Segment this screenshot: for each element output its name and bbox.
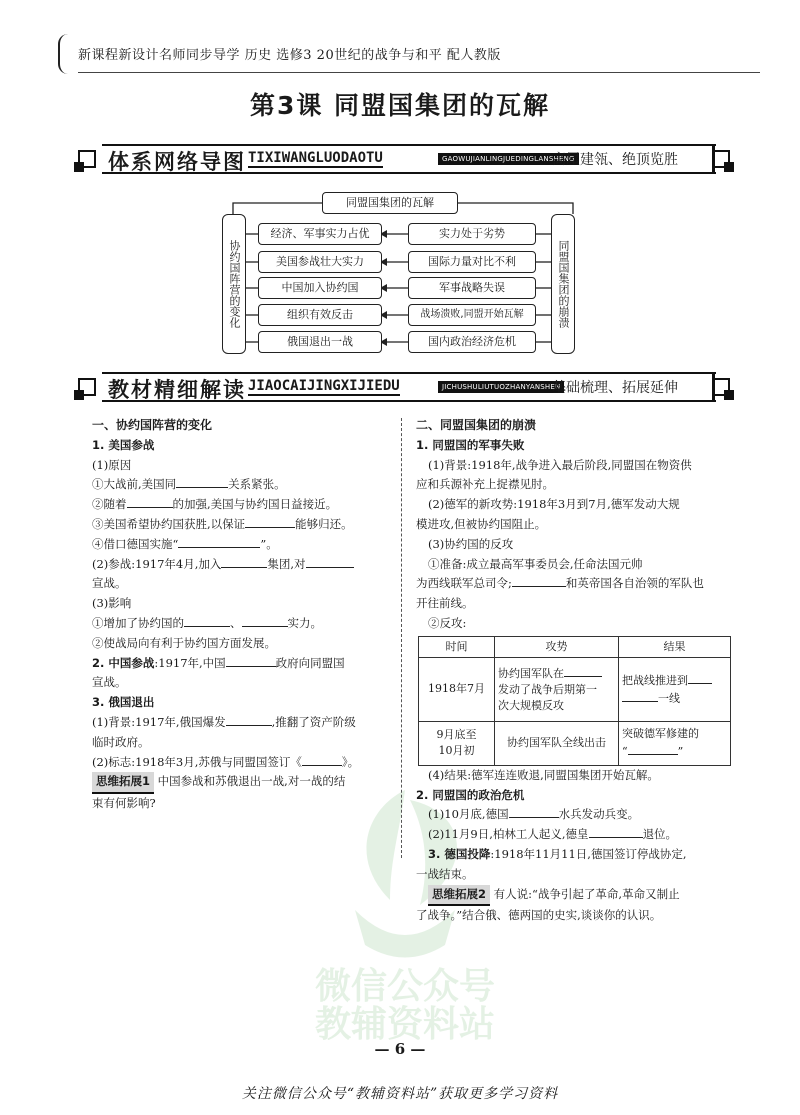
subheading: 3. 俄国退出: [92, 695, 155, 710]
diagram-right-item: 国内政治经济危机: [408, 331, 536, 353]
diagram-right-item: 战场溃败,同盟开始瓦解: [408, 304, 536, 326]
text-line: (2)参战:1917年4月,加入 集团,对: [92, 555, 392, 575]
subheading: 1. 美国参战: [92, 437, 155, 452]
counteroffensive-table: [418, 636, 731, 766]
text-line: ②反攻:: [428, 615, 467, 630]
right-column: [416, 416, 736, 926]
left-column: [92, 416, 392, 814]
table-row: [419, 721, 731, 765]
fill-blank: [688, 671, 712, 684]
text-line: (1)10月底,德国 水兵发动兵变。: [428, 807, 640, 822]
text-line: (3)影响: [92, 596, 132, 611]
fill-blank: [564, 664, 602, 677]
banner-mini-label: GAOWUJIANLINGJUEDINGLANSHENG: [438, 153, 579, 165]
banner-slogan: 高屋建瓴、绝顶览胜: [552, 152, 678, 168]
table-cell: 突破德军修建的 “ ”: [619, 721, 731, 765]
text-line: (1)背景:1918年,战争进入最后阶段,同盟国在物资供: [428, 457, 692, 472]
text-line: 一战结束。: [416, 866, 474, 881]
text-line: ③美国希望协约国获胜,以保证 能够归还。: [92, 516, 353, 531]
text-line: 为西线联军总司令; 和英帝国各自治领的军队也: [416, 576, 704, 591]
banner-square-icon: [78, 378, 96, 396]
fill-blank: [622, 689, 658, 702]
fill-blank: [176, 475, 228, 488]
fill-blank: [512, 574, 566, 587]
footer-note: 关注微信公众号“教辅资料站”获取更多学习资料: [241, 1086, 559, 1102]
table-cell: 协约国军队全线出击: [495, 721, 619, 765]
diagram-left-label: 协约国阵营的变化: [222, 214, 246, 354]
banner-pinyin: JIAOCAIJINGXIJIEDU: [248, 378, 400, 394]
fill-blank: [245, 515, 295, 528]
diagram-right-item: 国际力量对比不利: [408, 251, 536, 273]
thinking-extension-tag: 思维拓展2: [428, 885, 490, 907]
text-line: (4)结果:德军连连败退,同盟国集团开始瓦解。: [428, 767, 659, 782]
text-line: 开往前线。: [416, 596, 474, 611]
fill-blank: [226, 654, 276, 667]
text-line: 临时政府。: [92, 734, 150, 749]
text-line: (1)原因: [92, 457, 132, 472]
fill-blank: [127, 495, 173, 508]
table-header: 攻势: [495, 636, 619, 657]
fill-blank: [184, 614, 230, 627]
section-banner-textbook: [78, 372, 730, 402]
thinking-extension-tag: 思维拓展1: [92, 772, 154, 794]
text-line: 了战争。”结合俄、德两国的史实,谈谈你的认识。: [416, 908, 662, 923]
diagram-left-item: 经济、军事实力占优: [258, 223, 382, 245]
text-line: 思维拓展1 中国参战和苏俄退出一战,对一战的结: [92, 772, 392, 794]
diagram-right-label: 同盟国集团的崩溃: [551, 214, 575, 354]
text-line: (3)协约国的反攻: [428, 536, 514, 551]
table-cell: 1918年7月: [419, 657, 495, 721]
table-cell: 协约国军队在 发动了战争后期第一 次大规模反攻: [495, 657, 619, 721]
watermark-line2: 教辅资料站: [314, 1004, 496, 1040]
fill-blank: [509, 805, 559, 818]
banner-title: 体系网络导图: [108, 150, 246, 174]
banner-pinyin: TIXIWANGLUODAOTU: [248, 150, 383, 166]
section-heading: 一、协约国阵营的变化: [92, 418, 213, 432]
text-line: 2. 中国参战:1917年,中国 政府向同盟国: [92, 655, 345, 670]
lesson-title: 第3课 同盟国集团的瓦解: [249, 91, 551, 120]
text-line: (1)背景:1917年,俄国爆发 ,推翻了资产阶级: [92, 714, 356, 729]
diagram-left-item: 组织有效反击: [258, 304, 382, 326]
fill-blank: [302, 753, 342, 766]
diagram-right-item: 军事战略失误: [408, 277, 536, 299]
fill-blank: [226, 713, 272, 726]
fill-blank: [221, 555, 267, 568]
text-line: (2)11月9日,柏林工人起义,德皇 退位。: [428, 827, 678, 842]
text-line: (2)标志:1918年3月,苏俄与同盟国签订《 》。: [92, 754, 360, 769]
banner-mini-label: JICHUSHULIUTUOZHANYANSHEN: [438, 381, 564, 393]
text-line: 模进攻,但被协约国阻止。: [416, 516, 547, 531]
diagram-right-item: 实力处于劣势: [408, 223, 536, 245]
text-line: ①准备:成立最高军事委员会,任命法国元帅: [428, 556, 643, 571]
fill-blank: [589, 825, 643, 838]
table-cell: 9月底至 10月初: [419, 721, 495, 765]
section-heading: 二、同盟国集团的崩溃: [416, 418, 537, 432]
diagram-left-item: 俄国退出一战: [258, 331, 382, 353]
subheading: 1. 同盟国的军事失败: [416, 437, 525, 452]
banner-title: 教材精细解读: [108, 378, 246, 402]
concept-diagram: [218, 184, 588, 362]
fill-blank: [242, 614, 288, 627]
subheading: 2. 同盟国的政治危机: [416, 787, 525, 802]
fill-blank: [306, 555, 354, 568]
diagram-left-item: 美国参战壮大实力: [258, 251, 382, 273]
diagram-top-box: 同盟国集团的瓦解: [322, 192, 458, 214]
text-line: 应和兵源补充上捉襟见肘。: [416, 477, 554, 492]
text-line: 思维拓展2 有人说:“战争引起了革命,革命又制止: [416, 885, 736, 907]
text-line: ①大战前,美国同 关系紧张。: [92, 477, 286, 492]
text-line: ①增加了协约国的 、 实力。: [92, 615, 322, 630]
page-number: — 6 —: [374, 1040, 426, 1058]
diagram-left-item: 中国加入协约国: [258, 277, 382, 299]
table-header: 结果: [619, 636, 731, 657]
banner-end-square-icon: [712, 150, 730, 168]
banner-square-icon: [78, 150, 96, 168]
table-row: [419, 657, 731, 721]
text-line: 宣战。: [92, 675, 127, 690]
header-rule: [78, 72, 760, 73]
text-line: ②随着 的加强,美国与协约国日益接近。: [92, 497, 338, 512]
text-line: (2)德军的新攻势:1918年3月到7月,德军发动大规: [428, 497, 680, 512]
text-line: 束有何影响?: [92, 796, 156, 811]
text-line: ②使战局向有利于协约国方面发展。: [92, 635, 276, 650]
text-line: ④借口德国实施“ ”。: [92, 536, 278, 551]
text-line: 宣战。: [92, 576, 127, 591]
column-divider: [401, 418, 402, 858]
fill-blank: [628, 742, 678, 755]
text-line: 3. 德国投降:1918年11月11日,德国签订停战协定,: [428, 846, 687, 861]
fill-blank: [178, 535, 260, 548]
table-cell: 把战线推进到 一线: [619, 657, 731, 721]
watermark-line1: 微信公众号: [314, 966, 496, 1007]
section-banner-network: [78, 144, 730, 174]
header-bracket: [58, 34, 72, 74]
running-head: 新课程新设计名师同步导学 历史 选修3 20世纪的战争与和平 配人教版: [78, 48, 501, 63]
table-header: 时间: [419, 636, 495, 657]
banner-end-square-icon: [712, 378, 730, 396]
banner-slogan: 基础梳理、拓展延伸: [552, 380, 678, 396]
